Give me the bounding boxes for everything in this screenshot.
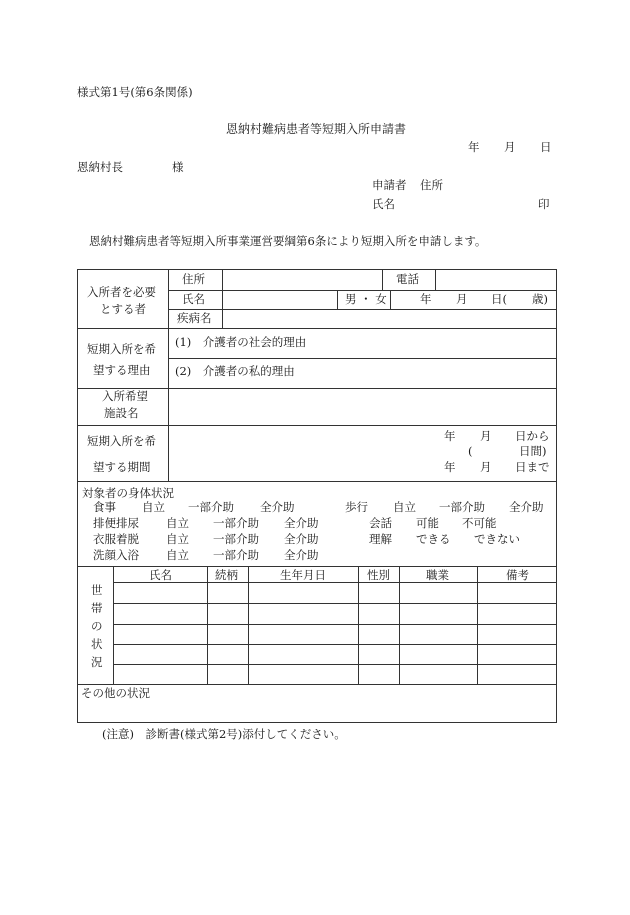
other-status-label: その他の状況 <box>81 686 150 700</box>
facility-label-line1: 入所希望 <box>102 389 148 403</box>
divider <box>248 566 249 684</box>
divider <box>77 481 557 482</box>
divider <box>168 309 557 310</box>
bathing-label: 洗顔入浴 <box>93 548 139 562</box>
divider <box>77 388 557 389</box>
household-col-name: 氏名 <box>149 568 172 582</box>
period-label-line2: 望する期間 <box>93 460 151 474</box>
household-side-label-2: 帯 <box>91 601 103 615</box>
period-days-open: ( <box>468 444 473 458</box>
walking-full-assist: 全介助 <box>509 500 544 514</box>
dressing-full-assist: 全介助 <box>284 532 319 546</box>
excretion-independent: 自立 <box>166 516 189 530</box>
dressing-independent: 自立 <box>166 532 189 546</box>
patient-section-label-line2: とする者 <box>100 302 146 316</box>
bathing-independent: 自立 <box>166 548 189 562</box>
bathing-partial-assist: 一部介助 <box>213 548 259 562</box>
divider <box>477 566 478 684</box>
period-to-month: 月 <box>480 460 492 474</box>
addressee-suffix: 様 <box>172 160 184 174</box>
reason-label-line2: 望する理由 <box>93 363 151 377</box>
period-from-month: 月 <box>480 429 492 443</box>
patient-age-label: 歳) <box>532 292 548 306</box>
excretion-full-assist: 全介助 <box>284 516 319 530</box>
divider <box>77 425 557 426</box>
applicant-address-label: 住所 <box>420 178 443 192</box>
walking-partial-assist: 一部介助 <box>439 500 485 514</box>
dressing-label: 衣服着脱 <box>93 532 139 546</box>
walking-label: 歩行 <box>345 500 368 514</box>
understanding-can: できる <box>416 532 451 546</box>
walking-independent: 自立 <box>393 500 416 514</box>
birth-month-label: 月 <box>456 292 468 306</box>
divider <box>113 644 557 645</box>
divider <box>382 269 383 290</box>
meal-independent: 自立 <box>142 500 165 514</box>
divider <box>168 290 557 291</box>
physical-condition-title: 対象者の身体状況 <box>82 486 174 500</box>
divider <box>358 566 359 684</box>
divider <box>207 566 208 684</box>
form-number: 様式第1号(第6条関係) <box>77 85 193 99</box>
date-month-label: 月 <box>504 140 516 154</box>
date-day-label: 日 <box>540 140 552 154</box>
period-to-year: 年 <box>444 460 456 474</box>
reason-option-social: (1) 介護者の社会的理由 <box>175 335 307 349</box>
conversation-impossible: 不可能 <box>462 516 497 530</box>
seal-mark: 印 <box>538 197 550 211</box>
dressing-partial-assist: 一部介助 <box>213 532 259 546</box>
date-year-label: 年 <box>468 140 480 154</box>
bathing-full-assist: 全介助 <box>284 548 319 562</box>
period-from-year: 年 <box>444 429 456 443</box>
household-col-birthdate: 生年月日 <box>280 568 326 582</box>
divider <box>168 358 557 359</box>
divider <box>113 624 557 625</box>
period-to-day: 日まで <box>515 460 550 474</box>
applicant-name-label: 氏名 <box>372 197 395 211</box>
divider <box>168 269 169 481</box>
household-side-label-5: 況 <box>91 655 103 669</box>
divider <box>77 684 557 685</box>
application-form-table <box>77 269 557 723</box>
divider <box>337 290 338 309</box>
patient-section-label-line1: 入所者を必要 <box>87 285 156 299</box>
divider <box>222 269 223 328</box>
household-col-remarks: 備考 <box>506 568 529 582</box>
household-col-sex: 性別 <box>367 568 390 582</box>
divider <box>390 290 391 309</box>
understanding-cannot: できない <box>474 532 520 546</box>
household-side-label-3: の <box>91 619 103 633</box>
patient-phone-label: 電話 <box>396 272 419 286</box>
meal-full-assist: 全介助 <box>260 500 295 514</box>
divider <box>113 582 557 583</box>
attachment-note: (注意) 診断書(様式第2号)添付してください。 <box>102 727 346 741</box>
conversation-label: 会話 <box>369 516 392 530</box>
divider <box>77 328 557 329</box>
conversation-possible: 可能 <box>416 516 439 530</box>
divider <box>113 603 557 604</box>
reason-label-line1: 短期入所を希 <box>87 342 156 356</box>
period-label-line1: 短期入所を希 <box>87 434 156 448</box>
birth-year-label: 年 <box>420 292 432 306</box>
divider <box>435 269 436 290</box>
meal-partial-assist: 一部介助 <box>188 500 234 514</box>
applicant-label: 申請者 <box>372 178 407 192</box>
household-side-label-4: 状 <box>91 637 103 651</box>
birth-day-label: 日( <box>491 292 507 306</box>
disease-label: 疾病名 <box>177 311 212 325</box>
divider <box>399 566 400 684</box>
household-side-label-1: 世 <box>91 583 103 597</box>
understanding-label: 理解 <box>369 532 392 546</box>
document-title: 恩納村難病患者等短期入所申請書 <box>226 122 407 136</box>
meal-label: 食事 <box>93 500 116 514</box>
application-statement: 恩納村難病患者等短期入所事業運営要綱第6条により短期入所を申請します。 <box>89 234 487 248</box>
patient-name-label: 氏名 <box>182 292 205 306</box>
reason-option-private: (2) 介護者の私的理由 <box>175 364 295 378</box>
period-days-close: 日間) <box>519 444 547 458</box>
divider <box>113 664 557 665</box>
household-col-occupation: 職業 <box>426 568 449 582</box>
facility-label-line2: 施設名 <box>104 406 139 420</box>
divider <box>77 566 557 567</box>
household-col-relation: 続柄 <box>215 568 238 582</box>
divider <box>113 566 114 684</box>
patient-address-label: 住所 <box>182 272 205 286</box>
excretion-partial-assist: 一部介助 <box>213 516 259 530</box>
period-from-day: 日から <box>515 429 550 443</box>
patient-gender: 男 ・ 女 <box>345 292 387 306</box>
excretion-label: 排便排尿 <box>93 516 139 530</box>
addressee: 恩納村長 <box>77 160 123 174</box>
